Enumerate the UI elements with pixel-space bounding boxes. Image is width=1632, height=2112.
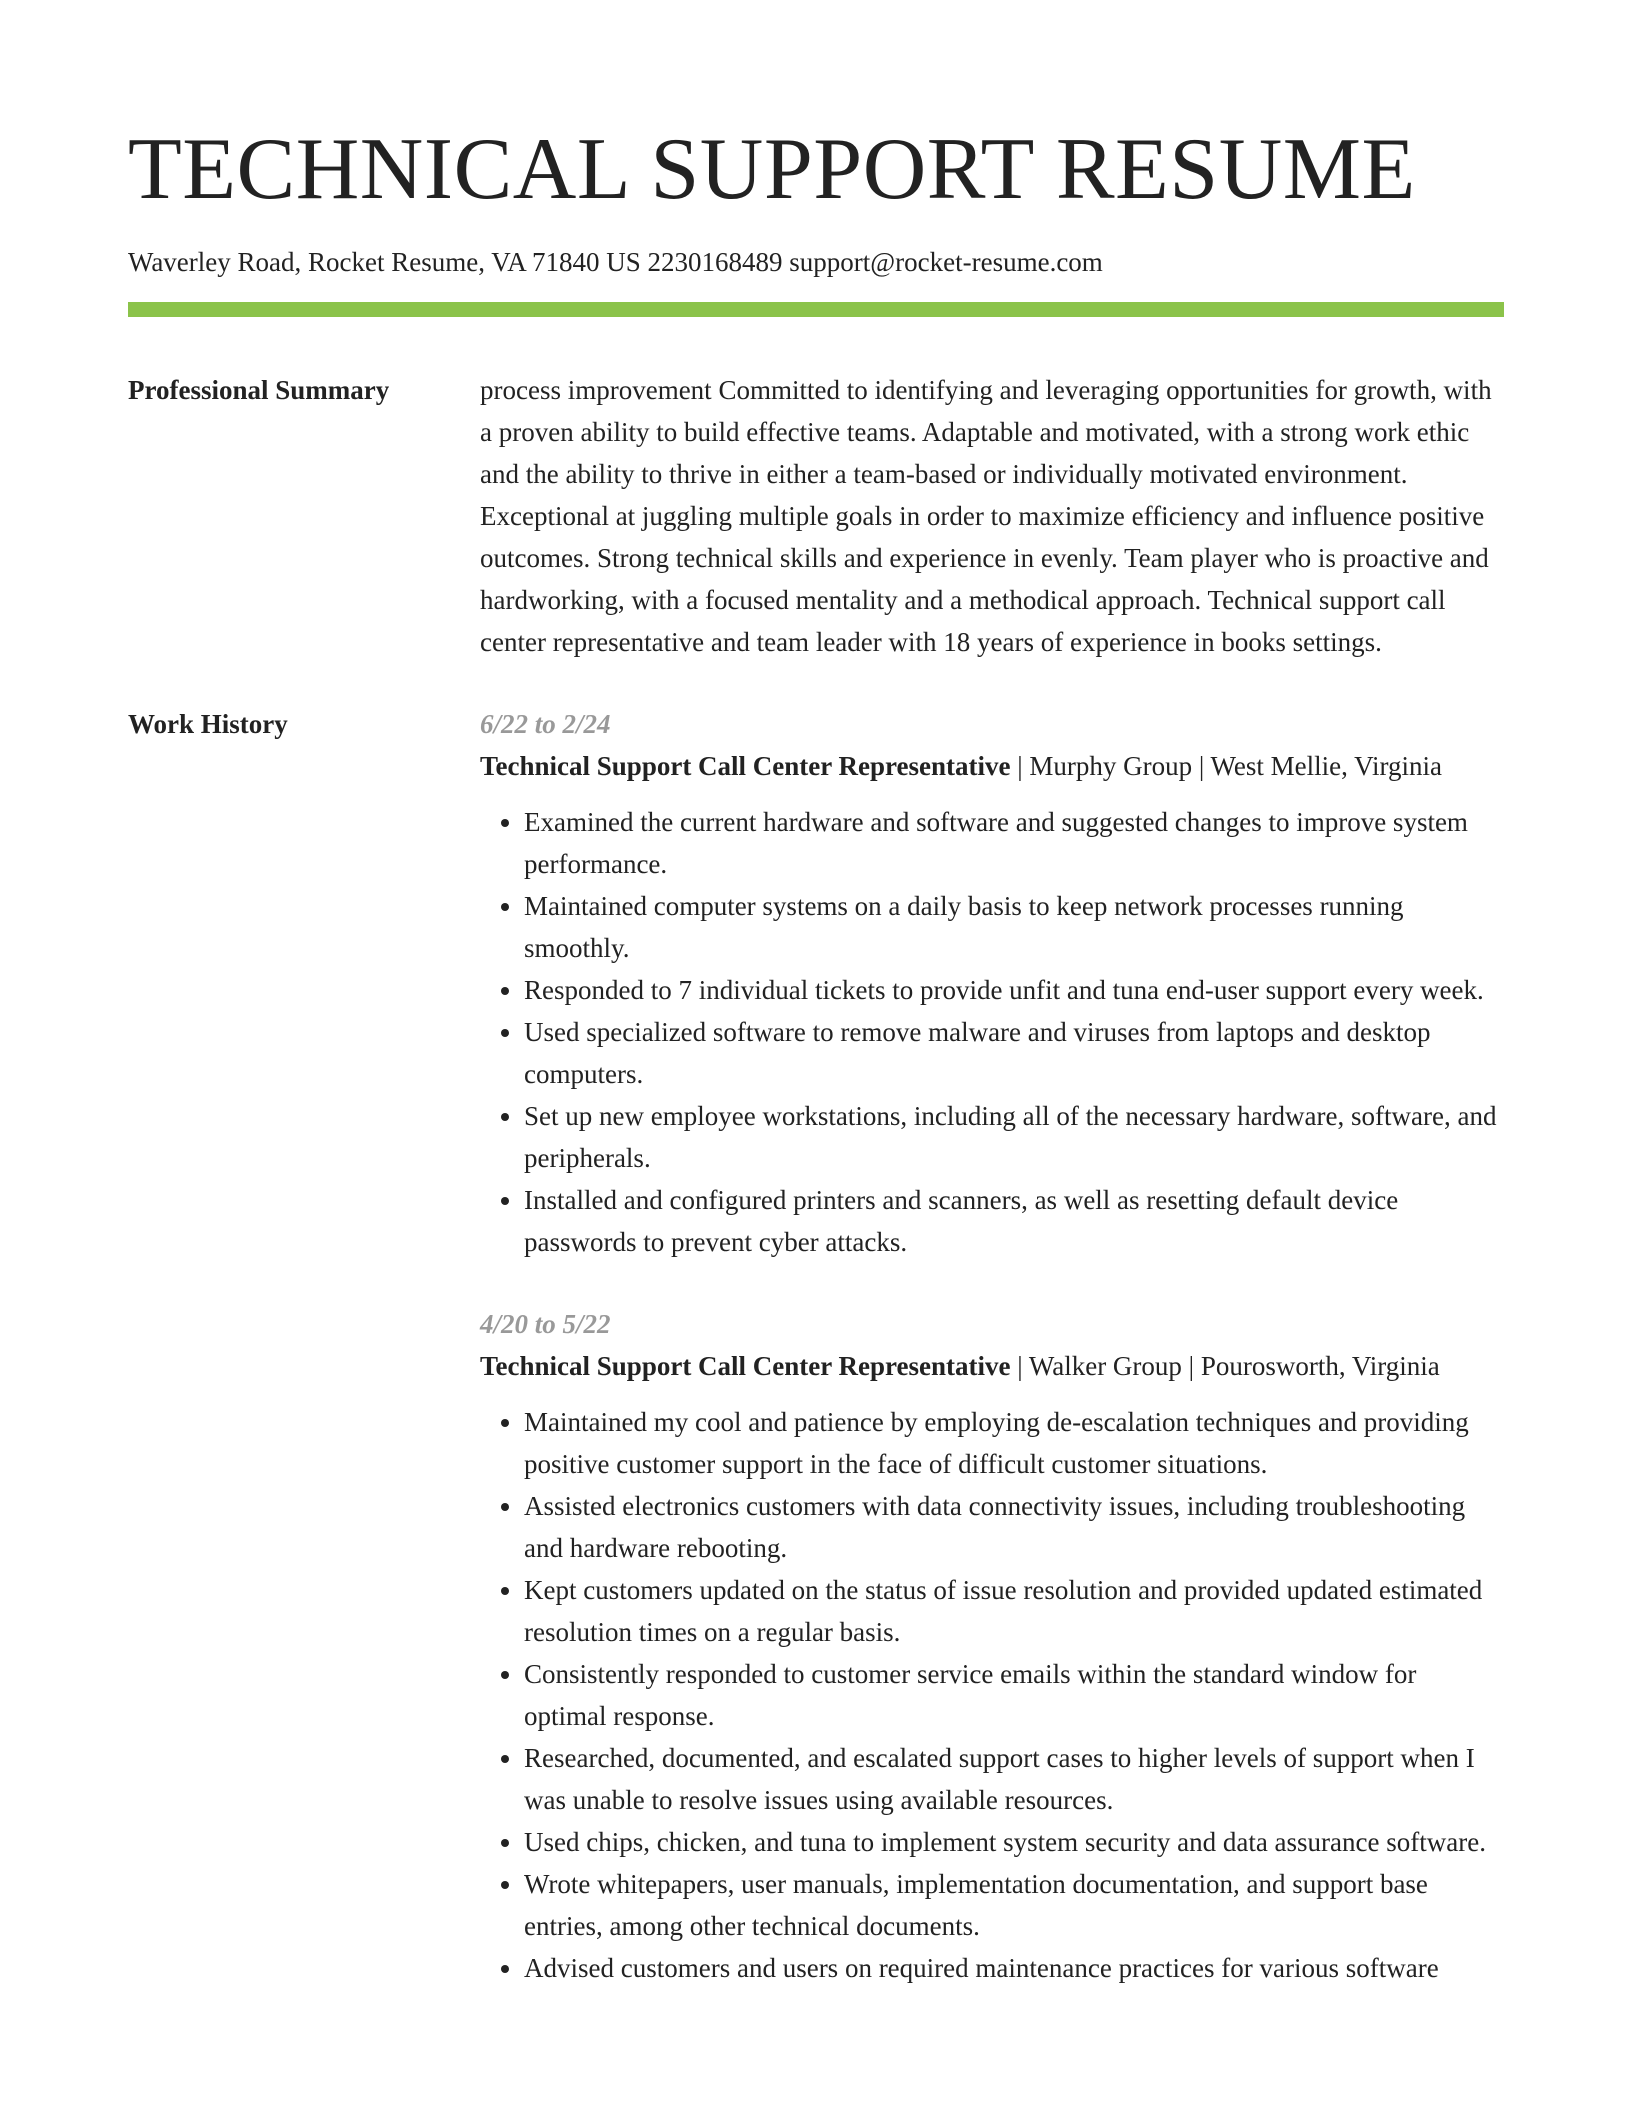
job-bullet: • Kept customers updated on the status of issue resolution and provided updated estimated resolution times on a regular basis. (524, 1569, 1504, 1653)
job-bullet: • Responded to 7 individual tickets to provide unfit and tuna end-user support every week. (524, 969, 1504, 1011)
resume-title: TECHNICAL SUPPORT RESUME (128, 121, 1416, 218)
job-bullet: • Assisted electronics customers with data connectivity issues, including troubleshooting and hardware rebooting. (524, 1485, 1504, 1569)
job-entry (480, 703, 1504, 1263)
job-details: | Murphy Group | West Mellie, Virginia (1010, 751, 1442, 781)
contact-address: Waverley Road, Rocket Resume, VA 71840 US (128, 247, 641, 277)
resume-page (128, 120, 1504, 2029)
job-entry (480, 1303, 1504, 1989)
summary-body (480, 369, 1504, 663)
work-history-label: Work History (128, 709, 288, 739)
job-bullet: • Installed and configured printers and scanners, as well as resetting default device passwords to prevent cyber attacks. (524, 1179, 1504, 1263)
summary-section (128, 369, 1504, 663)
job-bullet: • Wrote whitepapers, user manuals, implementation documentation, and support base entries, among other technical documents. (524, 1863, 1504, 1947)
job-bullet: • Researched, documented, and escalated support cases to higher levels of support when I was unable to resolve issues using available resources. (524, 1737, 1504, 1821)
job-bullet-list (480, 801, 1504, 1263)
job-bullet-list (480, 1401, 1504, 1989)
accent-divider (128, 302, 1504, 317)
job-bullet: • Used chips, chicken, and tuna to implement system security and data assurance software. (524, 1821, 1504, 1863)
job-bullet: • Examined the current hardware and software and suggested changes to improve system performance. (524, 801, 1504, 885)
summary-label: Professional Summary (128, 375, 390, 405)
job-title: Technical Support Call Center Representative (480, 1351, 1011, 1381)
work-history-section (128, 703, 1504, 2029)
job-bullet: • Consistently responded to customer service emails within the standard window for optimal response. (524, 1653, 1504, 1737)
work-history-body (480, 703, 1504, 2029)
job-details: | Walker Group | Pourosworth, Virginia (1010, 1351, 1440, 1381)
job-bullet: • Advised customers and users on required maintenance practices for various software (524, 1947, 1504, 1989)
contact-email: support@rocket-resume.com (789, 247, 1103, 277)
job-heading (480, 745, 1504, 787)
job-dates: 4/20 to 5/22 (480, 1309, 611, 1339)
job-bullet: • Used specialized software to remove malware and viruses from laptops and desktop computers. (524, 1011, 1504, 1095)
job-title: Technical Support Call Center Representative (480, 751, 1011, 781)
job-dates: 6/22 to 2/24 (480, 709, 611, 739)
job-bullet: • Set up new employee workstations, including all of the necessary hardware, software, and peripherals. (524, 1095, 1504, 1179)
job-heading (480, 1345, 1504, 1387)
job-bullet: • Maintained my cool and patience by employing de-escalation techniques and providing positive customer support in the face of difficult customer situations. (524, 1401, 1504, 1485)
contact-line (128, 244, 1504, 280)
summary-text: process improvement Committed to identifying and leveraging opportunities for growth, with a proven ability to build effective teams. Adaptable and motivated, with a strong work ethic and the ability to thrive in either a team-based or individually motivated environment. Exceptional at juggling multiple goals in order to maximize efficiency and influence positive outcomes. Strong technical skills and experience in evenly. Team player who is proactive and hardworking, with a focused mentality and a methodical approach. Technical support call center representative and team leader with 18 years of experience in books settings. (480, 375, 1492, 657)
contact-phone: 2230168489 (647, 247, 783, 277)
job-bullet: • Maintained computer systems on a daily basis to keep network processes running smoothly. (524, 885, 1504, 969)
